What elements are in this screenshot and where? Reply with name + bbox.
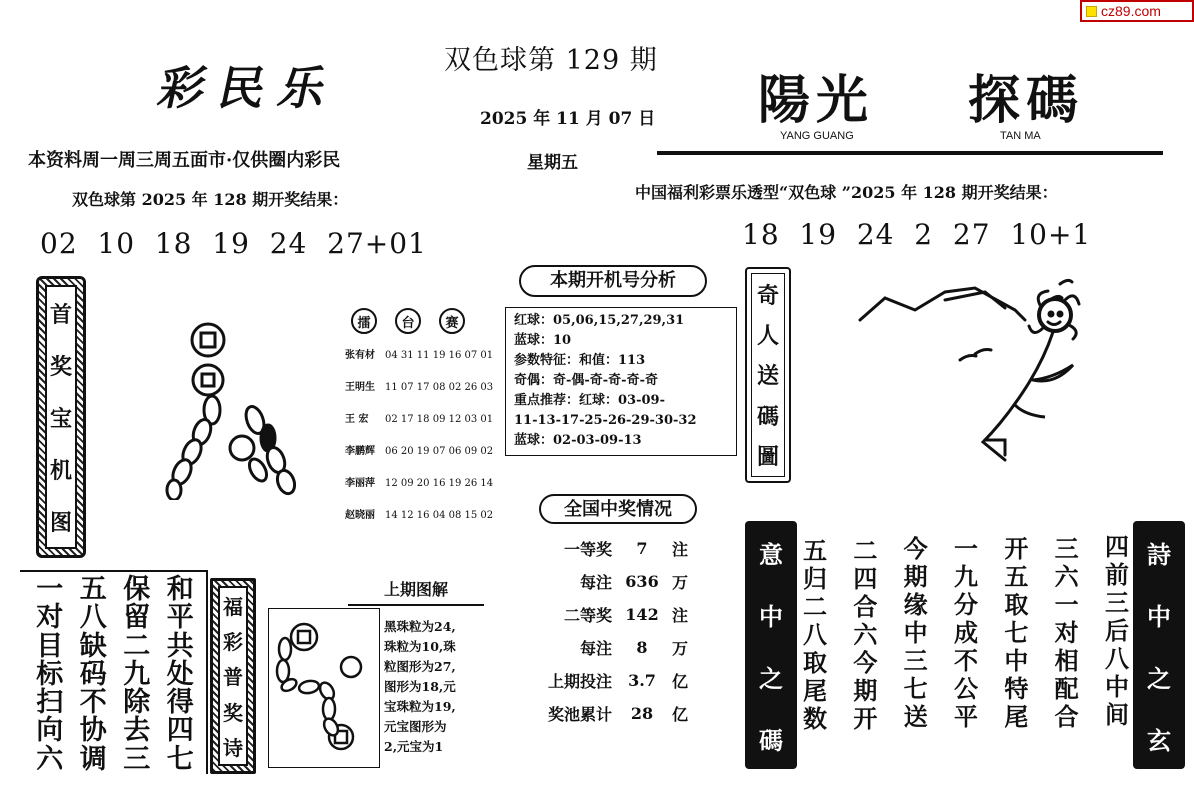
poem-char: 中 [903,618,928,647]
prev-result-numbers-left: 02 10 18 19 24 27+01 [40,227,427,260]
poem-char: 尾 [1004,702,1029,731]
poem-char: 五 [79,574,107,605]
poem-char: 开 [853,704,878,733]
poem-char: 二等奖 [563,606,612,625]
poem-char: 平 [953,702,978,731]
national-row [520,664,688,697]
national-row [520,565,688,598]
poem-char: 赵晓丽 [345,510,375,521]
right-right-banner-char: 中 [1147,601,1171,631]
first-prize-banner-char: 奖 [49,353,72,380]
right-poem-columns [803,529,1129,765]
poem-char: 取 [1004,590,1029,619]
watermark-badge [1080,0,1194,22]
analysis-line: 蓝球：10 [514,333,572,348]
poem-char: 取 [803,648,827,677]
last-diagram-line: 元宝图形为 [384,719,447,734]
last-diagram-line: 黑珠粒为24, [384,619,456,634]
ring-contest [345,308,495,532]
analysis-title: 本期开机号分析 [519,265,707,297]
poem-char: 注 [672,606,689,625]
poem-char: 一等奖 [563,540,612,559]
right-left-banner-char: 之 [759,663,783,693]
poem-char: 上期投注 [547,672,612,691]
last-diagram-drawing [269,609,379,767]
poem-char: 后 [1104,616,1129,645]
mid-banner [745,267,791,483]
poem-char: 留 [123,602,151,634]
ring-contest-header [351,308,495,334]
ring-row [345,340,495,372]
watermark-square-icon [1086,6,1097,17]
poem-char: 扫 [36,687,64,719]
right-poem-col [904,535,928,765]
poem-char: 保 [123,574,151,605]
poem-char: 协 [79,715,107,747]
poem-char: 28 [630,704,654,723]
brand-yangguang: 陽光 [758,70,875,131]
poem-char: 五 [1004,562,1029,591]
subtitle-left: 本资料周一周三周五面市·仅供圈内彩民 [28,150,341,171]
poem-char: 八 [1104,644,1129,673]
last-diagram-box [268,608,380,768]
poem-char: 636 [625,572,659,591]
last-diagram-title: 上期图解 [348,577,484,606]
poem-char: 二 [803,592,827,621]
poem-char: 标 [36,658,64,690]
poem-char: 七 [166,743,194,775]
poem-char: 合 [1054,702,1079,731]
poem-char: 二 [853,536,878,565]
poem-char: 万 [672,573,689,592]
right-left-banner-char: 意 [759,539,783,569]
poem-char: 3.7 [628,671,656,690]
poem-char: 七 [903,674,928,703]
national-title: 全国中奖情况 [539,494,697,524]
weekday: 星期五 [527,153,578,173]
poem-char: 四 [166,715,194,747]
poem-char: 期 [903,562,928,591]
right-poem-col [803,537,827,765]
poem-char: 亿 [672,672,689,691]
first-prize-banner-char: 图 [49,509,72,536]
right-left-banner-char: 碼 [759,725,783,755]
ring-header-char: 台 [395,308,421,334]
poem-char: 8 [636,638,648,657]
poem-char: 前 [1104,560,1129,589]
poem-char: 注 [672,540,689,559]
poem-char: 中 [1104,672,1129,701]
poem-char: 中 [1004,646,1029,675]
issue-title: 双色球第 129 期 [444,45,658,76]
ring-row [345,468,495,500]
analysis-line: 重点推荐：红球：03-09- [514,393,665,408]
poem-char: 万 [672,639,689,658]
poem-char: 六 [36,743,64,775]
poem-char: 不 [953,646,978,675]
poem-char: 去 [123,715,151,747]
national-row [520,532,688,565]
poem-banner-char: 彩 [223,630,243,655]
analysis-line: 11-13-17-25-26-29-30-32 [514,413,697,428]
poem-char: 每注 [579,639,612,658]
poem-char: 送 [903,702,928,731]
right-right-banner-char: 之 [1147,663,1171,693]
poem-char: 06 20 19 07 06 09 02 [385,446,494,457]
prev-result-label-left: 双色球第 2025 年 128 期开奖结果： [72,190,349,209]
poem-char: 分 [953,590,978,619]
mid-banner-char: 圖 [756,444,779,471]
poem-char: 王 宏 [345,414,369,425]
analysis-line: 参数特征：和值：113 [514,353,646,368]
poem-banner-char: 奖 [223,700,243,725]
analysis-box [505,307,737,456]
right-poem-col [853,537,877,765]
poem-char: 尾 [803,676,827,705]
national-row [520,631,688,664]
brand-rule [657,151,1163,155]
watermark-text: cz89.com [1101,3,1161,19]
poem-char: 不 [79,687,107,719]
last-diagram-text [384,617,456,757]
poem-char: 李鹏辉 [345,446,375,457]
poem-char: 九 [123,658,151,690]
poem-char: 数 [803,704,827,733]
poem-char: 归 [803,564,827,593]
flower-drawing [855,270,1095,470]
national-row [520,697,688,730]
ring-row [345,500,495,532]
poem-char: 成 [953,618,978,647]
first-prize-banner [36,276,86,558]
first-prize-banner-char: 宝 [49,405,72,432]
national-table [520,532,688,730]
left-brand: 彩民乐 [153,61,346,115]
poem-char: 间 [1104,700,1129,729]
poem-char: 三 [1104,588,1129,617]
poem-char: 对 [1054,618,1079,647]
poem-char: 配 [1054,674,1079,703]
poem-char: 相 [1054,646,1079,675]
last-diagram-line: 珠粒为10,珠 [384,639,456,654]
poem-char: 二 [123,630,151,662]
right-left-banner-char: 中 [759,601,783,631]
poem-char: 和 [166,574,194,605]
poem-banner-char: 诗 [223,735,243,760]
poem-grid [20,570,208,774]
right-poem-col [1105,533,1129,765]
poem-char: 三 [1054,534,1079,563]
poem-char: 七 [1004,618,1029,647]
poem-char: 特 [1004,674,1029,703]
right-right-banner-char: 詩 [1147,539,1171,569]
prev-result-label-right: 中国福利彩票乐透型“双色球 ”2025 年 128 期开奖结果： [635,183,1058,202]
poem-char: 三 [123,743,151,775]
ring-header-char: 赛 [439,308,465,334]
poem-char: 142 [625,605,659,624]
poem-char: 缺 [79,630,107,662]
ring-row [345,436,495,468]
poem-banner-char: 普 [223,665,243,690]
poem-char: 亿 [672,705,689,724]
pinyin-yangguang: YANG GUANG [780,130,854,142]
mid-banner-char: 奇 [756,282,779,309]
poem-char: 处 [166,658,194,690]
analysis-line: 奇偶：奇-偶-奇-奇-奇-奇 [514,373,658,388]
right-left-banner [745,521,797,769]
poem-char: 合 [853,592,878,621]
poem-char: 缘 [903,590,928,619]
poem-char: 今 [853,648,878,677]
mid-banner-char: 碼 [756,403,779,430]
poem-char: 王明生 [345,382,375,393]
first-prize-banner-char: 首 [49,301,72,328]
right-poem-col [1055,535,1079,765]
mid-banner-char: 送 [756,363,779,390]
national-row [520,598,688,631]
poem-char: 一 [36,574,64,605]
analysis-line: 红球：05,06,15,27,29,31 [514,313,685,328]
poem-char: 六 [1054,562,1079,591]
poem-char: 每注 [579,573,612,592]
poem-char: 四 [1104,532,1129,561]
mid-banner-char: 人 [756,323,779,350]
poem-char: 期 [853,676,878,705]
poem-char: 调 [79,743,107,775]
poem-char: 向 [36,715,64,747]
poem-char: 12 09 20 16 19 26 14 [385,478,494,489]
poem-char: 共 [166,630,194,662]
poem-char: 奖池累计 [547,705,612,724]
poem-char: 平 [166,602,194,634]
analysis-line: 蓝球：02-03-09-13 [514,433,642,448]
pinyin-tanma: TAN MA [1000,130,1041,142]
last-diagram-line: 宝珠粒为19, [384,699,456,714]
last-diagram-line: 2,元宝为1 [384,739,444,754]
right-right-banner [1133,521,1185,769]
poem-char: 11 07 17 08 02 26 03 [385,382,494,393]
poem-char: 02 17 18 09 12 03 01 [385,414,494,425]
poem-char: 目 [36,630,64,662]
poem-char: 张有材 [345,350,375,361]
right-poem-col [1004,535,1028,765]
poem-char: 一 [1054,590,1079,619]
poem-char: 五 [803,536,827,565]
last-diagram-line: 粒图形为27, [384,659,456,674]
poem-char: 开 [1004,534,1029,563]
poem-char: 八 [79,602,107,634]
prev-result-numbers-right: 18 19 24 2 27 10+1 [742,218,1092,251]
poem-char: 码 [79,658,107,690]
right-right-banner-char: 玄 [1147,725,1171,755]
poem-char: 八 [803,620,827,649]
poem-banner [210,578,256,774]
first-prize-banner-char: 机 [49,457,72,484]
poem-char: 一 [953,534,978,563]
poem-char: 14 12 16 04 08 15 02 [385,510,494,521]
poem-char: 今 [903,534,928,563]
poem-char: 除 [123,687,151,719]
brand-tanma: 探碼 [968,70,1085,131]
ring-row [345,404,495,436]
poem-char: 公 [953,674,978,703]
right-poem-panel [745,521,1185,769]
lucky-bead-drawing [160,310,310,500]
poem-char: 04 31 11 19 16 07 01 [385,350,494,361]
poem-char: 得 [166,687,194,719]
last-diagram-line: 图形为18,元 [384,679,456,694]
poem-char: 7 [636,539,648,558]
right-poem-col [954,535,978,765]
poem-char: 六 [853,620,878,649]
poem-char: 三 [903,646,928,675]
ring-header-char: 擂 [351,308,377,334]
poem-char: 对 [36,602,64,634]
issue-date: 2025 年 11 月 07 日 [480,109,656,129]
poem-char: 九 [953,562,978,591]
poem-banner-char: 福 [223,595,243,620]
poem-char: 四 [853,564,878,593]
ring-row [345,372,495,404]
poem-char: 李丽萍 [345,478,375,489]
